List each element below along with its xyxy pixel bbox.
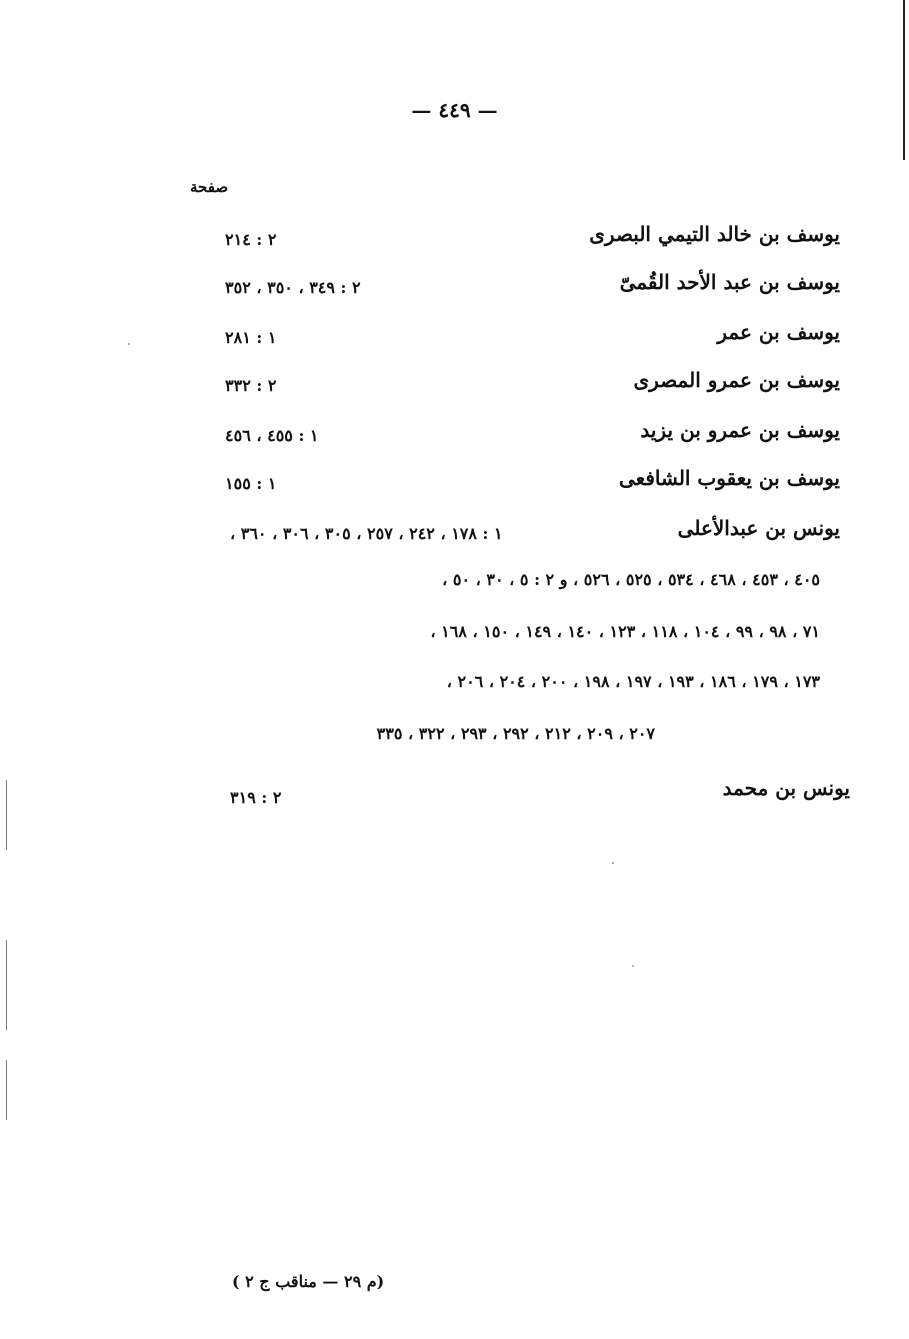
scan-artifact: [6, 780, 7, 850]
refs-continuation: ٢٠٧ ، ٢٠٩ ، ٢١٢ ، ٢٩٢ ، ٢٩٣ ، ٣٢٢ ، ٣٣٥: [376, 724, 655, 743]
index-entry: [225, 320, 840, 356]
entry-name: يوسف بن يعقوب الشافعى: [619, 466, 840, 490]
entry-name: يونس بن محمد: [722, 776, 850, 800]
entry-refs: ٢ : ٢١٤: [225, 230, 277, 249]
index-entry: [225, 222, 840, 258]
refs-continuation: ١٧٣ ، ١٧٩ ، ١٨٦ ، ١٩٣ ، ١٩٧ ، ١٩٨ ، ٢٠٠ ، ٢٠٤ ، ٢٠٦ ،: [446, 672, 820, 691]
refs-continuation: ٧١ ، ٩٨ ، ٩٩ ، ١٠٤ ، ١١٨ ، ١٢٣ ، ١٤٠ ، ١٤٩ ، ١٥٠ ، ١٦٨ ،: [430, 622, 820, 641]
scan-speck: [612, 862, 614, 864]
entry-name: يوسف بن عمر: [717, 320, 840, 344]
page-footer: (م ٢٩ — مناقب ج ٢ ): [232, 1272, 385, 1291]
entry-refs: ١ : ٤٥٥ ، ٤٥٦: [225, 426, 319, 445]
scan-speck: [632, 965, 634, 967]
page-edge-rule: [903, 0, 905, 160]
index-entry: [225, 516, 840, 552]
entry-name: يوسف بن خالد التيمي البصرى: [589, 222, 840, 246]
entry-name: يوسف بن عمرو بن يزيد: [640, 418, 840, 442]
scan-speck: [128, 343, 130, 345]
index-entry: [225, 368, 840, 404]
entry-refs: ٢ : ٣٤٩ ، ٣٥٠ ، ٣٥٢: [225, 278, 361, 297]
page-number: — ٤٤٩ —: [411, 98, 498, 122]
scan-artifact: [6, 940, 7, 1030]
entry-refs: ١ : ١٧٨ ، ٢٤٢ ، ٢٥٧ ، ٣٠٥ ، ٣٠٦ ، ٣٦٠ ،: [230, 524, 503, 543]
entry-name: يوسف بن عمرو المصرى: [633, 368, 840, 392]
entry-refs: ٢ : ٣٣٢: [225, 376, 277, 395]
entry-refs: ١ : ٢٨١: [225, 328, 277, 347]
index-entry: [230, 776, 850, 812]
scan-artifact: [6, 1060, 7, 1120]
index-entry: [225, 466, 840, 502]
entry-name: يونس بن عبدالأعلى: [677, 516, 840, 540]
entry-name: يوسف بن عبد الأحد القُمىّ: [619, 270, 840, 294]
column-header-page: صفحة: [190, 178, 229, 196]
entry-refs: ٢ : ٣١٩: [230, 788, 282, 807]
entry-refs: ١ : ١٥٥: [225, 474, 277, 493]
index-entry: [225, 270, 840, 306]
index-entry: [225, 418, 840, 454]
refs-continuation: ٤٠٥ ، ٤٥٣ ، ٤٦٨ ، ٥٣٤ ، ٥٢٥ ، ٥٢٦ ، و ٢ : ٥ ، ٣٠ ، ٥٠ ،: [442, 570, 820, 589]
